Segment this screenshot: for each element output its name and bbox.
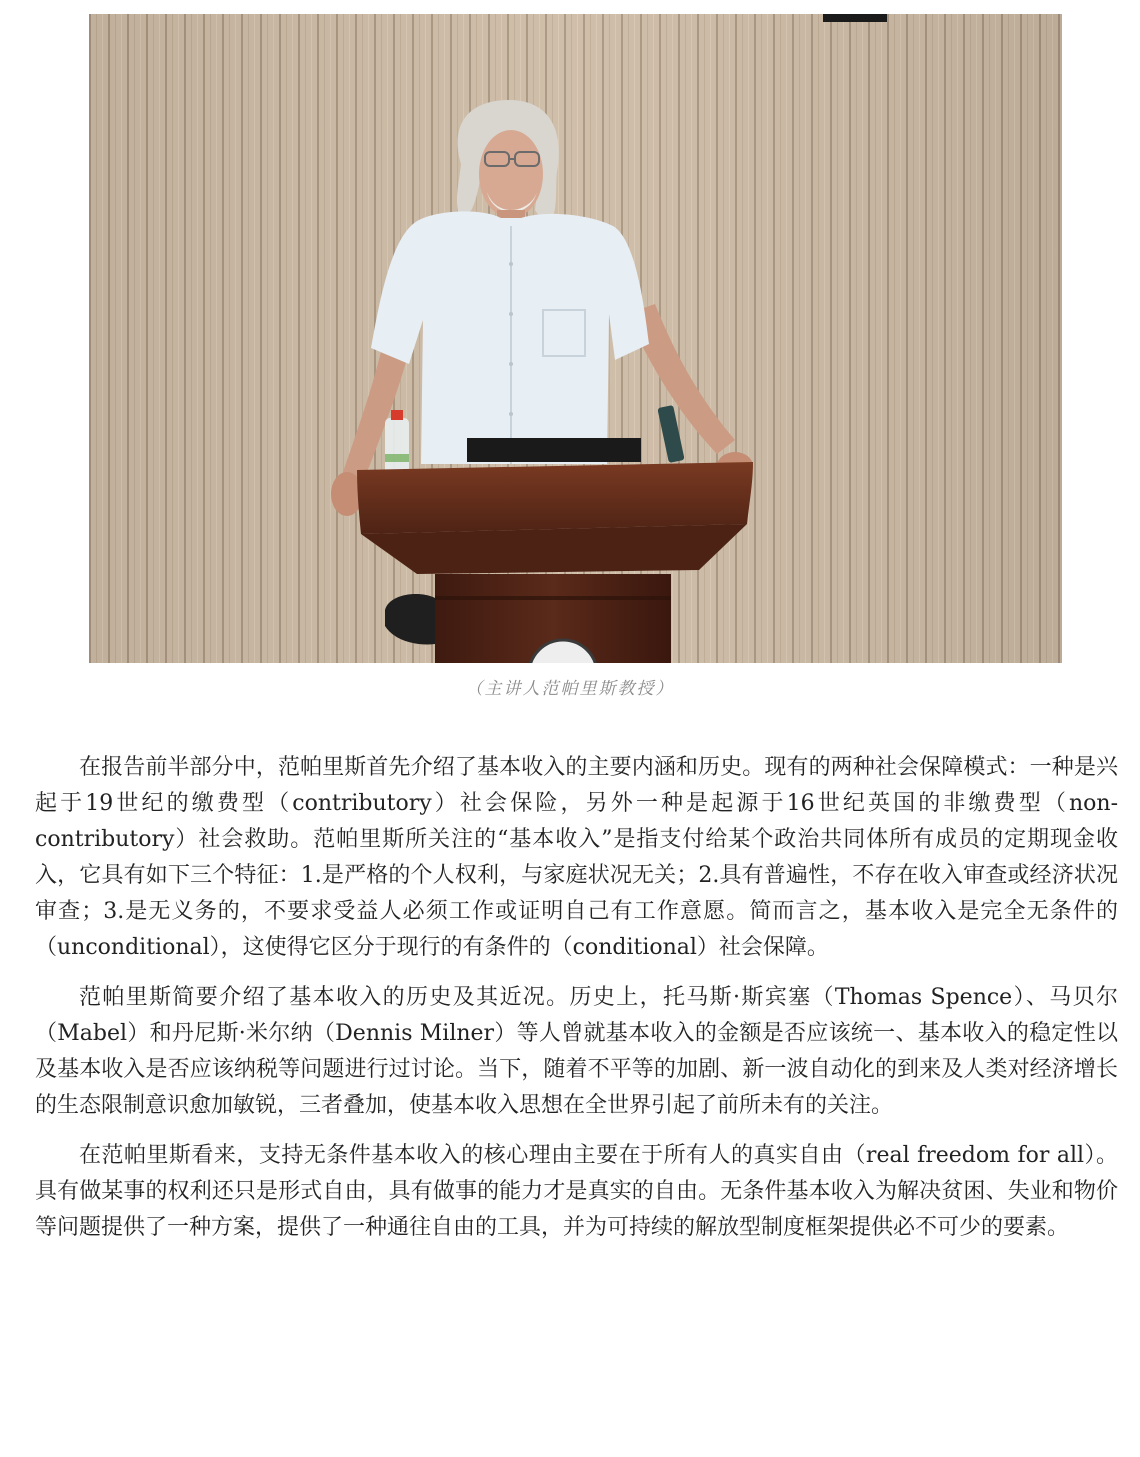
- paragraph-real-freedom: 在范帕里斯看来，支持无条件基本收入的核心理由主要在于所有人的真实自由（real freedom for all）。具有做某事的权利还只是形式自由，具有做事的能力才是真实的自由。无条件基本收入为解决贫困、失业和物价等问题提供了一种方案，提供了一种通往自由的工具，并为可持续的解放型制度框架提供必不可少的要素。: [35, 1143, 1118, 1240]
- laptop: [467, 438, 641, 462]
- podium-top: [357, 462, 753, 534]
- paragraph-basic-income-history: 范帕里斯简要介绍了基本收入的历史及其近况。历史上，托马斯·斯宾塞（Thomas Spence）、马贝尔（Mabel）和丹尼斯·米尔纳（Dennis Milner）等人曾就基本收入的金额是否应该统一、基本收入的稳定性以及基本收入是否应该纳税等问题进行过讨论。当下，随着不平等的加剧、新一波自动化的到来及人类对经济增长的生态限制意识愈加敏锐，三者叠加，使基本收入思想在全世界引起了前所未有的关注。: [35, 985, 1118, 1118]
- speaker-photo: [89, 14, 1062, 663]
- article-body: [35, 750, 1118, 1260]
- paragraph-basic-income-definition: 在报告前半部分中，范帕里斯首先介绍了基本收入的主要内涵和历史。现有的两种社会保障模式：一种是兴起于19世纪的缴费型（contributory）社会保险，另外一种是起源于16世纪英国的非缴费型（non-contributory）社会救助。范帕里斯所关注的“基本收入”是指支付给某个政治共同体所有成员的定期现金收入，它具有如下三个特征：1.是严格的个人权利，与家庭状况无关；2.具有普遍性，不存在收入审查或经济状况审查；3.是无义务的，不要求受益人必须工作或证明自己有工作意愿。简而言之，基本收入是完全无条件的（unconditional），这使得它区分于现行的有条件的（conditional）社会保障。: [35, 755, 1118, 960]
- photo-caption: （主讲人范帕里斯教授）: [465, 679, 675, 699]
- speaker-face: [479, 130, 543, 218]
- water-bottle: [385, 418, 409, 474]
- speaker-photo-illustration: [89, 14, 1062, 663]
